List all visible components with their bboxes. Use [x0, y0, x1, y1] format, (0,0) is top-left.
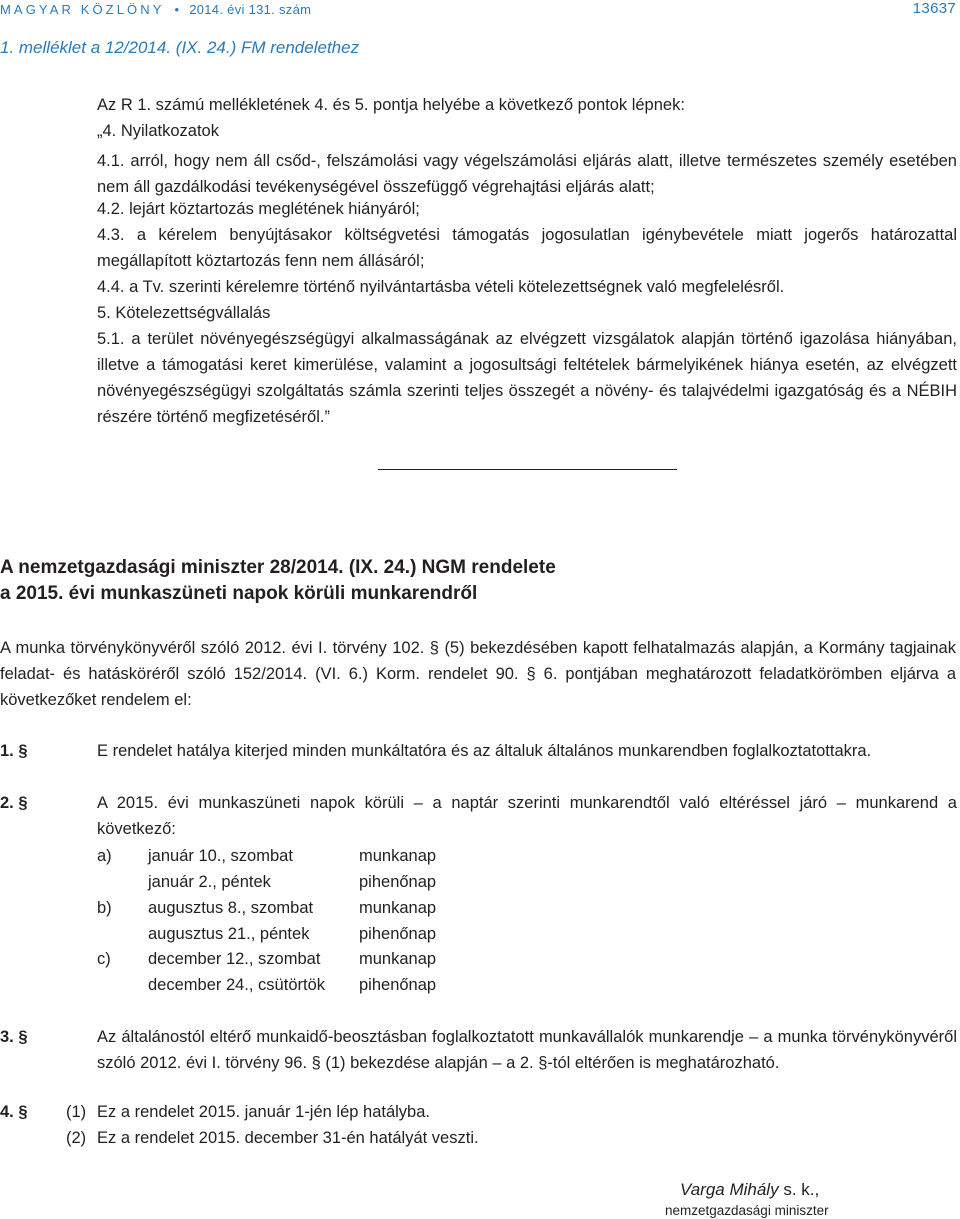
signature: [680, 1180, 819, 1200]
section-4-number: 4. §: [0, 1103, 28, 1121]
journal-title: MAGYAR KÖZLÖNY: [0, 2, 165, 17]
signature-suffix: s. k.,: [778, 1180, 820, 1199]
schedule-day-type: pihenőnap: [359, 925, 437, 943]
annex-title: 1. melléklet a 12/2014. (IX. 24.) FM rendelethez: [0, 38, 360, 57]
section-2-intro: A 2015. évi munkaszüneti napok körüli – a naptár szerinti munkarendtől való eltéréssel járó – munkarend a következő:: [97, 794, 957, 838]
annex-point-5: 5. Kötelezettségvállalás: [97, 304, 271, 322]
signatory-name: Varga Mihály: [680, 1180, 779, 1199]
schedule-day-type: pihenőnap: [359, 873, 437, 891]
separator-line: [378, 469, 677, 470]
schedule-day-type: munkanap: [359, 847, 437, 865]
schedule-date: december 12., szombat: [148, 950, 321, 968]
journal-header: [0, 2, 311, 17]
schedule-date: január 10., szombat: [148, 847, 293, 865]
schedule-letter: b): [97, 899, 112, 917]
header-bullet: •: [174, 2, 180, 17]
section-1-text: E rendelet hatálya kiterjed minden munkáltatóra és az általuk általános munkarendben foglalkoztatottakra.: [97, 742, 872, 760]
annex-intro: Az R 1. számú mellékletének 4. és 5. pontja helyébe a következő pontok lépnek:: [97, 96, 685, 114]
schedule-letter: c): [97, 950, 111, 968]
decree-preamble: A munka törvénykönyvéről szóló 2012. évi I. törvény 102. § (5) bekezdésében kapott felhatalmazás alapján, a Kormány tagjainak feladat- és hatásköréről szóló 152/2014. (VI. 6.) Korm. rendelet 90. § 6. pontjában meghatározott feladatkörömben eljárva a következőket rendelem el:: [0, 639, 956, 709]
section-3-text: Az általánostól eltérő munkaidő-beosztásban foglalkoztatott munkavállalók munkarendje – a munka törvénykönyvéről szóló 2012. évi I. törvény 96. § (1) bekezdése alapján – a 2. §-tól eltérően is meghatározható.: [97, 1028, 957, 1072]
annex-point-5-1: 5.1. a terület növényegészségügyi alkalmasságának az elvégzett vizsgálatok alapján történő igazolása hiányában, illetve a támogatási keret kimerülése, valamint a jogosultsági feltételek bármelyikének hiánya esetén, az elvégzett növényegészségügyi szolgáltatás számla szerinti teljes összegét a növény- és talajvédelmi igazgatóság és a NÉBIH részére történő megfizetéséről.”: [97, 330, 957, 426]
annex-point-4-1: 4.1. arról, hogy nem áll csőd-, felszámolási vagy végelszámolási eljárás alatt, illetve természetes személy esetében nem áll gazdálkodási tevékenységével összefüggő végrehajtási eljárás alatt;: [97, 152, 957, 196]
page-number: 13637: [912, 0, 956, 17]
section-3-number: 3. §: [0, 1028, 28, 1046]
annex-point-4-3: 4.3. a kérelem benyújtásakor költségvetési támogatás jogosulatlan igénybevétele miatt jogerős határozattal megállapított köztartozás fenn nem állásáról;: [97, 226, 957, 270]
schedule-date: január 2., péntek: [148, 873, 271, 891]
section-1-number: 1. §: [0, 742, 28, 760]
schedule-date: augusztus 21., péntek: [148, 925, 310, 943]
annex-point-4-2: 4.2. lejárt köztartozás meglétének hiányáról;: [97, 200, 420, 218]
annex-point-4-4: 4.4. a Tv. szerinti kérelemre történő nyilvántartásba vételi kötelezettségnek való megfelelésről.: [97, 278, 785, 296]
signatory-title: nemzetgazdasági miniszter: [665, 1203, 829, 1218]
issue-label: 2014. évi 131. szám: [189, 2, 312, 17]
paragraph-text: Ez a rendelet 2015. december 31-én hatályát veszti.: [97, 1129, 479, 1147]
decree-title-line-1: A nemzetgazdasági miniszter 28/2014. (IX. 24.) NGM rendelete: [0, 557, 556, 578]
schedule-letter: a): [97, 847, 112, 865]
schedule-day-type: pihenőnap: [359, 976, 437, 994]
paragraph-number: (1): [66, 1103, 87, 1121]
schedule-day-type: munkanap: [359, 899, 437, 917]
decree-title-line-2: a 2015. évi munkaszüneti napok körüli munkarendről: [0, 583, 478, 604]
schedule-date: augusztus 8., szombat: [148, 899, 314, 917]
paragraph-number: (2): [66, 1129, 87, 1147]
annex-point-4: „4. Nyilatkozatok: [97, 122, 219, 140]
paragraph-text: Ez a rendelet 2015. január 1-jén lép hatályba.: [97, 1103, 430, 1121]
section-2-number: 2. §: [0, 794, 28, 812]
schedule-day-type: munkanap: [359, 950, 437, 968]
schedule-date: december 24., csütörtök: [148, 976, 326, 994]
